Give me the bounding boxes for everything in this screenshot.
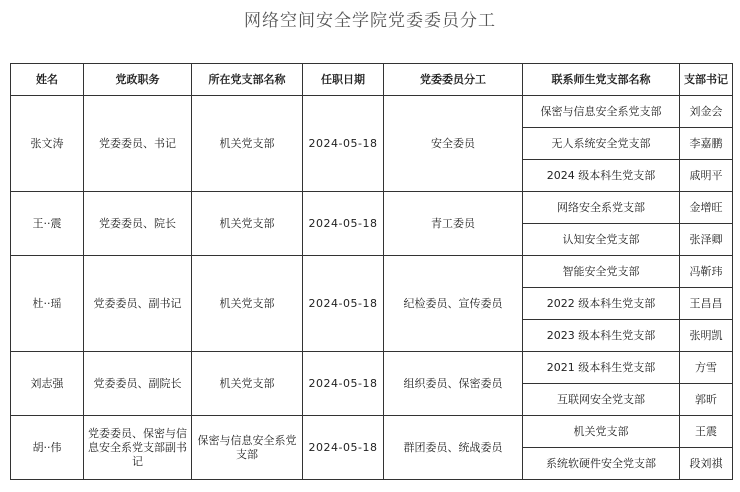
table-header-row: [11, 64, 733, 96]
contact-branch: 智能安全党支部: [523, 256, 680, 288]
contact-branch: 无人系统安全党支部: [523, 128, 680, 160]
member-date: 2024-05-18: [303, 416, 384, 480]
contact-branch: 互联网安全党支部: [523, 384, 680, 416]
contact-secretary: 王震: [680, 416, 733, 448]
contact-secretary: 郭昕: [680, 384, 733, 416]
member-date: 2024-05-18: [303, 192, 384, 256]
contact-branch: 2022 级本科生党支部: [523, 288, 680, 320]
table-row: [11, 192, 733, 224]
contact-secretary: 李嘉鹏: [680, 128, 733, 160]
member-duty: 群团委员、统战委员: [384, 416, 523, 480]
member-branch: 机关党支部: [192, 96, 303, 192]
header-date: 任职日期: [303, 64, 384, 96]
member-date: 2024-05-18: [303, 96, 384, 192]
contact-branch: 保密与信息安全系党支部: [523, 96, 680, 128]
contact-branch: 2021 级本科生党支部: [523, 352, 680, 384]
member-branch: 保密与信息安全系党支部: [192, 416, 303, 480]
member-branch: 机关党支部: [192, 256, 303, 352]
member-name: 胡··伟: [11, 416, 84, 480]
committee-table: [10, 63, 733, 480]
header-duty: 党委委员分工: [384, 64, 523, 96]
header-name: 姓名: [11, 64, 84, 96]
member-date: 2024-05-18: [303, 256, 384, 352]
contact-branch: 认知安全党支部: [523, 224, 680, 256]
table-row: [11, 352, 733, 384]
contact-branch: 网络安全系党支部: [523, 192, 680, 224]
member-date: 2024-05-18: [303, 352, 384, 416]
member-duty: 组织委员、保密委员: [384, 352, 523, 416]
contact-secretary: 金增旺: [680, 192, 733, 224]
contact-branch: 机关党支部: [523, 416, 680, 448]
member-name: 刘志强: [11, 352, 84, 416]
member-position: 党委委员、保密与信息安全系党支部副书记: [84, 416, 192, 480]
header-secretary: 支部书记: [680, 64, 733, 96]
member-position: 党委委员、副院长: [84, 352, 192, 416]
member-name: 张文涛: [11, 96, 84, 192]
page-title: 网络空间安全学院党委委员分工: [244, 11, 496, 31]
contact-branch: 2023 级本科生党支部: [523, 320, 680, 352]
member-branch: 机关党支部: [192, 192, 303, 256]
contact-secretary: 王昌昌: [680, 288, 733, 320]
member-duty: 青工委员: [384, 192, 523, 256]
contact-secretary: 刘金会: [680, 96, 733, 128]
header-branch: 所在党支部名称: [192, 64, 303, 96]
member-position: 党委委员、院长: [84, 192, 192, 256]
table-row: [11, 256, 733, 288]
member-name: 王··震: [11, 192, 84, 256]
header-position: 党政职务: [84, 64, 192, 96]
member-branch: 机关党支部: [192, 352, 303, 416]
contact-secretary: 张明凯: [680, 320, 733, 352]
contact-branch: 2024 级本科生党支部: [523, 160, 680, 192]
member-duty: 安全委员: [384, 96, 523, 192]
member-position: 党委委员、书记: [84, 96, 192, 192]
member-name: 杜··瑶: [11, 256, 84, 352]
contact-secretary: 冯靳玮: [680, 256, 733, 288]
table-row: [11, 416, 733, 448]
contact-secretary: 戚明平: [680, 160, 733, 192]
header-contact-branch: 联系师生党支部名称: [523, 64, 680, 96]
contact-secretary: 方雪: [680, 352, 733, 384]
contact-branch: 系统软硬件安全党支部: [523, 448, 680, 480]
member-position: 党委委员、副书记: [84, 256, 192, 352]
member-duty: 纪检委员、宣传委员: [384, 256, 523, 352]
contact-secretary: 段刘祺: [680, 448, 733, 480]
contact-secretary: 张泽卿: [680, 224, 733, 256]
table-row: [11, 96, 733, 128]
